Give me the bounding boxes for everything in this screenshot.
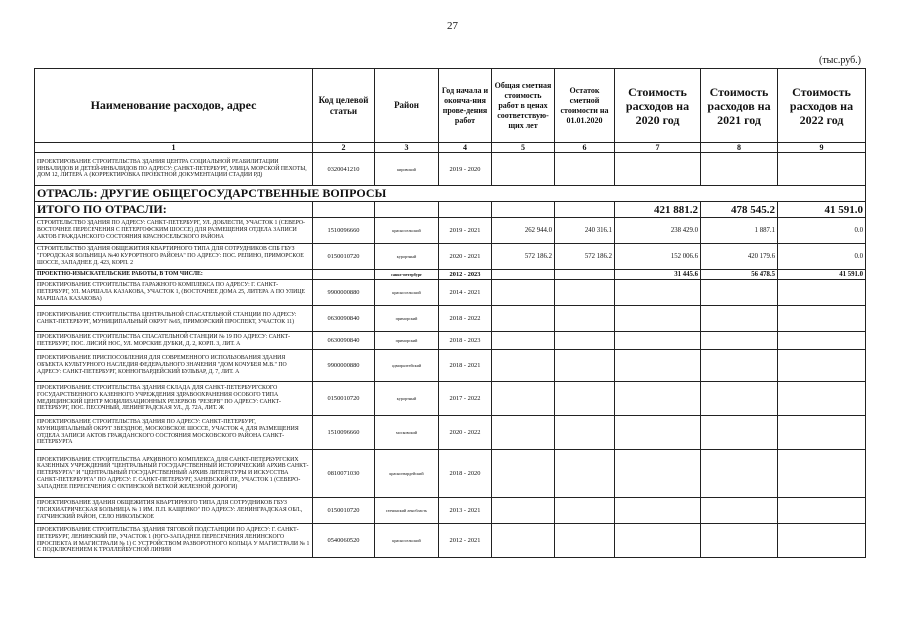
column-number: 9	[778, 143, 866, 153]
header-total-cost: Общая сметная стоимость работ в ценах соответствую-щих лет	[492, 69, 555, 143]
row-2021: 420 179.6	[701, 244, 778, 270]
row-code: 0630090840	[313, 332, 375, 350]
row-period: 2014 - 2021	[439, 280, 492, 306]
row-name: СТРОИТЕЛЬСТВО ЗДАНИЯ ПО АДРЕСУ: САНКТ-ПЕТЕРБУРГ, УЛ. ДОБЛЕСТИ, УЧАСТОК 1 (СЕВЕРО-ВОСТОЧНЕЕ ПЕРЕСЕЧЕНИЯ С ПЕТЕРГОФСКИМ ШОССЕ) ДЛЯ РАЗМЕЩЕНИЯ ОТДЕЛА ЗАПИСИ АКТОВ ГРАЖДАНСКОГО СОСТОЯНИЯ КРАСНОСЕЛЬСКОГО РАЙОНА	[35, 218, 313, 244]
row-district: красносельский	[375, 280, 439, 306]
total-2022: 41 591.0	[778, 202, 866, 218]
total-2021: 478 545.2	[701, 202, 778, 218]
row-code: 0810071030	[313, 450, 375, 498]
section-title: ОТРАСЛЬ: ДРУГИЕ ОБЩЕГОСУДАРСТВЕННЫЕ ВОПРОСЫ	[35, 186, 866, 202]
column-number: 7	[615, 143, 701, 153]
column-number: 5	[492, 143, 555, 153]
table-row	[35, 306, 866, 332]
row-period: 2019 - 2021	[439, 218, 492, 244]
row-district: красносельский	[375, 524, 439, 558]
total-label: ИТОГО ПО ОТРАСЛИ:	[35, 202, 313, 218]
row-period: 2018 - 2022	[439, 306, 492, 332]
row-district: красногвардейский	[375, 450, 439, 498]
subtotal-row	[35, 270, 866, 280]
subtotal-2022: 41 591.0	[778, 270, 866, 280]
column-number: 6	[555, 143, 615, 153]
table-row	[35, 153, 866, 186]
units-label: (тыс.руб.)	[818, 55, 861, 66]
row-code: 0150010720	[313, 498, 375, 524]
row-district: адмиралтейский	[375, 350, 439, 382]
table-row	[35, 280, 866, 306]
row-remaining: 572 186.2	[555, 244, 615, 270]
header-2020: Стоимость расходов на 2020 год	[615, 69, 701, 143]
row-period: 2018 - 2020	[439, 450, 492, 498]
row-code: 1510096660	[313, 218, 375, 244]
row-name: ПРОЕКТИРОВАНИЕ СТРОИТЕЛЬСТВА ГАРАЖНОГО КОМПЛЕКСА ПО АДРЕСУ: Г. САНКТ-ПЕТЕРБУРГ, УЛ. МАРШАЛА КАЗАКОВА, УЧАСТОК 1, (ВОСТОЧНЕЕ ДОМА 25, ЛИТЕРА А ПО УЛИЦЕ МАРШАЛА КАЗАКОВА)	[35, 280, 313, 306]
row-code: 1510096660	[313, 416, 375, 450]
table-row	[35, 382, 866, 416]
header-2022: Стоимость расходов на 2022 год	[778, 69, 866, 143]
subtotal-2020: 31 445.6	[615, 270, 701, 280]
row-2020: 152 006.6	[615, 244, 701, 270]
table-row	[35, 498, 866, 524]
row-name: ПРОЕКТИРОВАНИЕ СТРОИТЕЛЬСТВА АРХИВНОГО КОМПЛЕКСА ДЛЯ САНКТ-ПЕТЕРБУРГСКИХ КАЗЕННЫХ УЧРЕЖДЕНИЙ "ЦЕНТРАЛЬНЫЙ ГОСУДАРСТВЕННЫЙ ИСТОРИЧЕСКИЙ АРХИВ САНКТ-ПЕТЕРБУРГА" И "ЦЕНТРАЛЬНЫЙ ГОСУДАРСТВЕННЫЙ АРХИВ ЛИТЕРАТУРЫ И ИСКУССТВА САНКТ-ПЕТЕРБУРГА" ПО АДРЕСУ: Г. САНКТ-ПЕТЕРБУРГ, ЗАНЕВСКИЙ ПР., УЧАСТОК 1 (СЕВЕРО-ЗАПАДНЕЕ ПЕРЕСЕЧЕНИЯ С ОХТИНСКОЙ ВЕТКОЙ ЖЕЛЕЗНОЙ ДОРОГИ)	[35, 450, 313, 498]
total-2020: 421 881.2	[615, 202, 701, 218]
row-period: 2013 - 2021	[439, 498, 492, 524]
row-district: московский	[375, 416, 439, 450]
row-name: ПРОЕКТИРОВАНИЕ ПРИСПОСОБЛЕНИЯ ДЛЯ СОВРЕМЕННОГО ИСПОЛЬЗОВАНИЯ ЗДАНИЯ ОБЪЕКТА КУЛЬТУРНОГО НАСЛЕДИЯ ФЕДЕРАЛЬНОГО ЗНАЧЕНИЯ "ДОМ КОЧУБЕЯ М.В." ПО АДРЕСУ: САНКТ-ПЕТЕРБУРГ, КОННОГВАРДЕЙСКИЙ БУЛЬВАР, Д. 7, ЛИТ. А	[35, 350, 313, 382]
subtotal-name: ПРОЕКТНО-ИЗЫСКАТЕЛЬСКИЕ РАБОТЫ, В ТОМ ЧИСЛЕ:	[35, 270, 313, 280]
budget-table	[34, 68, 866, 558]
header-district: Район	[375, 69, 439, 143]
row-district: приморский	[375, 332, 439, 350]
row-period: 2018 - 2023	[439, 332, 492, 350]
header-code: Код целевой статьи	[313, 69, 375, 143]
row-code: 9900000880	[313, 280, 375, 306]
row-2022: 0.0	[778, 244, 866, 270]
row-code: 9900000880	[313, 350, 375, 382]
table-row	[35, 416, 866, 450]
row-name: ПРОЕКТИРОВАНИЕ СТРОИТЕЛЬСТВА ЗДАНИЯ СКЛАДА ДЛЯ САНКТ-ПЕТЕРБУРГСКОГО ГОСУДАРСТВЕННОГО КАЗЕННОГО УЧРЕЖДЕНИЯ ЗДРАВООХРАНЕНИЯ ОСОБОГО ТИПА МЕДИЦИНСКИЙ ЦЕНТР МОБИЛИЗАЦИОННЫХ РЕЗЕРВОВ "РЕЗЕРВ" ПО АДРЕСУ: САНКТ-ПЕТЕРБУРГ, ПОС. ПЕСОЧНЫЙ, ЛЕНИНГРАДСКАЯ УЛ., Д. 72А, ЛИТ. Ж	[35, 382, 313, 416]
header-row	[35, 69, 866, 143]
row-period: 2018 - 2021	[439, 350, 492, 382]
row-period: 2012 - 2021	[439, 524, 492, 558]
row-name: ПРОЕКТИРОВАНИЕ СТРОИТЕЛЬСТВА ЦЕНТРАЛЬНОЙ СПАСАТЕЛЬНОЙ СТАНЦИИ ПО АДРЕСУ: САНКТ-ПЕТЕРБУРГ, МУНИЦИПАЛЬНЫЙ ОКРУГ №65, ПРИМОРСКИЙ ПРОСПЕКТ, УЧАСТОК 11)	[35, 306, 313, 332]
column-number: 4	[439, 143, 492, 153]
row-name: ПРОЕКТИРОВАНИЕ СТРОИТЕЛЬСТВА ЗДАНИЯ ТЯГОВОЙ ПОДСТАНЦИИ ПО АДРЕСУ: Г. САНКТ-ПЕТЕРБУРГ, ЛЕНИНСКИЙ ПР., УЧАСТОК 1 (ЮГО-ЗАПАДНЕЕ ПЕРЕСЕЧЕНИЯ ЛЕНИНСКОГО ПРОСПЕКТА И МАГИСТРАЛИ № 1) С УСТРОЙСТВОМ РАЗВОРОТНОГО КОЛЬЦА У МАГИСТРАЛИ № 1 С ПОДКЛЮЧЕНИЕМ К ТРОЛЛЕЙБУСНОЙ ЛИНИИ	[35, 524, 313, 558]
row-district: кировский	[375, 153, 439, 186]
row-2020: 238 429.0	[615, 218, 701, 244]
table-row	[35, 350, 866, 382]
row-code: 0630090840	[313, 306, 375, 332]
subtotal-district: санкт-петербург	[375, 270, 439, 280]
row-period: 2017 - 2022	[439, 382, 492, 416]
header-2021: Стоимость расходов на 2021 год	[701, 69, 778, 143]
row-name: ПРОЕКТИРОВАНИЕ СТРОИТЕЛЬСТВА СПАСАТЕЛЬНОЙ СТАНЦИИ № 19 ПО АДРЕСУ: САНКТ-ПЕТЕРБУРГ, ПОС. ЛИСИЙ НОС, УЛ. МОРСКИЕ ДУБКИ, Д. 2, КОРП. 3, ЛИТ. А	[35, 332, 313, 350]
header-period: Год начала и оконча-ния прове-дения работ	[439, 69, 492, 143]
page-number: 27	[447, 20, 458, 32]
subtotal-2021: 56 478.5	[701, 270, 778, 280]
column-number: 2	[313, 143, 375, 153]
header-remaining: Остаток сметной стоимости на 01.01.2020	[555, 69, 615, 143]
row-name: СТРОИТЕЛЬСТВО ЗДАНИЯ ОБЩЕЖИТИЯ КВАРТИРНОГО ТИПА ДЛЯ СОТРУДНИКОВ СПБ ГБУЗ "ГОРОДСКАЯ БОЛЬНИЦА №40 КУРОРТНОГО РАЙОНА" ПО АДРЕСУ: ПОС. РЕПИНО, ПРИМОРСКОЕ ШОССЕ, ЗАПАДНЕЕ Д. 423, КОРП. 2	[35, 244, 313, 270]
row-name: ПРОЕКТИРОВАНИЕ ЗДАНИЯ ОБЩЕЖИТИЯ КВАРТИРНОГО ТИПА ДЛЯ СОТРУДНИКОВ ГБУЗ "ПСИХИАТРИЧЕСКАЯ БОЛЬНИЦА № 1 ИМ. П.П. КАЩЕНКО" ПО АДРЕСУ: ЛЕНИНГРАДСКАЯ ОБЛ., ГАТЧИНСКИЙ РАЙОН, СЕЛО НИКОЛЬСКОЕ	[35, 498, 313, 524]
table-row	[35, 244, 866, 270]
table-row	[35, 218, 866, 244]
row-total-cost: 572 186.2	[492, 244, 555, 270]
section-title-row	[35, 186, 866, 202]
row-total-cost: 262 944.0	[492, 218, 555, 244]
row-district: курортный	[375, 244, 439, 270]
column-number: 3	[375, 143, 439, 153]
row-district: приморский	[375, 306, 439, 332]
table-row	[35, 450, 866, 498]
table-row	[35, 524, 866, 558]
header-name: Наименование расходов, адрес	[35, 69, 313, 143]
row-remaining: 240 316.1	[555, 218, 615, 244]
row-code: 0150010720	[313, 244, 375, 270]
subtotal-period: 2012 - 2023	[439, 270, 492, 280]
row-period: 2020 - 2021	[439, 244, 492, 270]
row-period: 2020 - 2022	[439, 416, 492, 450]
row-period: 2019 - 2020	[439, 153, 492, 186]
row-code: 0150010720	[313, 382, 375, 416]
column-number: 8	[701, 143, 778, 153]
row-code: 0320041210	[313, 153, 375, 186]
row-name: ПРОЕКТИРОВАНИЕ СТРОИТЕЛЬСТВА ЗДАНИЯ ЦЕНТРА СОЦИАЛЬНОЙ РЕАБИЛИТАЦИИ ИНВАЛИДОВ И ДЕТЕЙ-ИНВАЛИДОВ ПО АДРЕСУ: САНКТ-ПЕТЕРБУРГ, УЛИЦА МОРСКОЙ ПЕХОТЫ, ДОМ 12, ЛИТЕРА А (КОРРЕКТИРОВКА ПРОЕКТНОЙ ДОКУМЕНТАЦИИ СТАДИИ РД)	[35, 153, 313, 186]
row-code: 0540060520	[313, 524, 375, 558]
row-district: гатчинский ленобласть	[375, 498, 439, 524]
row-district: красносельский	[375, 218, 439, 244]
total-row	[35, 202, 866, 218]
column-number: 1	[35, 143, 313, 153]
row-2021: 1 887.1	[701, 218, 778, 244]
row-name: ПРОЕКТИРОВАНИЕ СТРОИТЕЛЬСТВА ЗДАНИЯ ПО АДРЕСУ: САНКТ-ПЕТЕРБУРГ, МУНИЦИПАЛЬНЫЙ ОКРУГ ЗВЕЗДНОЕ, МОСКОВСКОЕ ШОССЕ, УЧАСТОК 4, ДЛЯ РАЗМЕЩЕНИЯ ОТДЕЛА ЗАПИСИ АКТОВ ГРАЖДАНСКОГО СОСТОЯНИЯ МОСКОВСКОГО РАЙОНА САНКТ-ПЕТЕРБУРГА	[35, 416, 313, 450]
row-district: курортный	[375, 382, 439, 416]
table-row	[35, 332, 866, 350]
column-number-row	[35, 143, 866, 153]
row-2022: 0.0	[778, 218, 866, 244]
